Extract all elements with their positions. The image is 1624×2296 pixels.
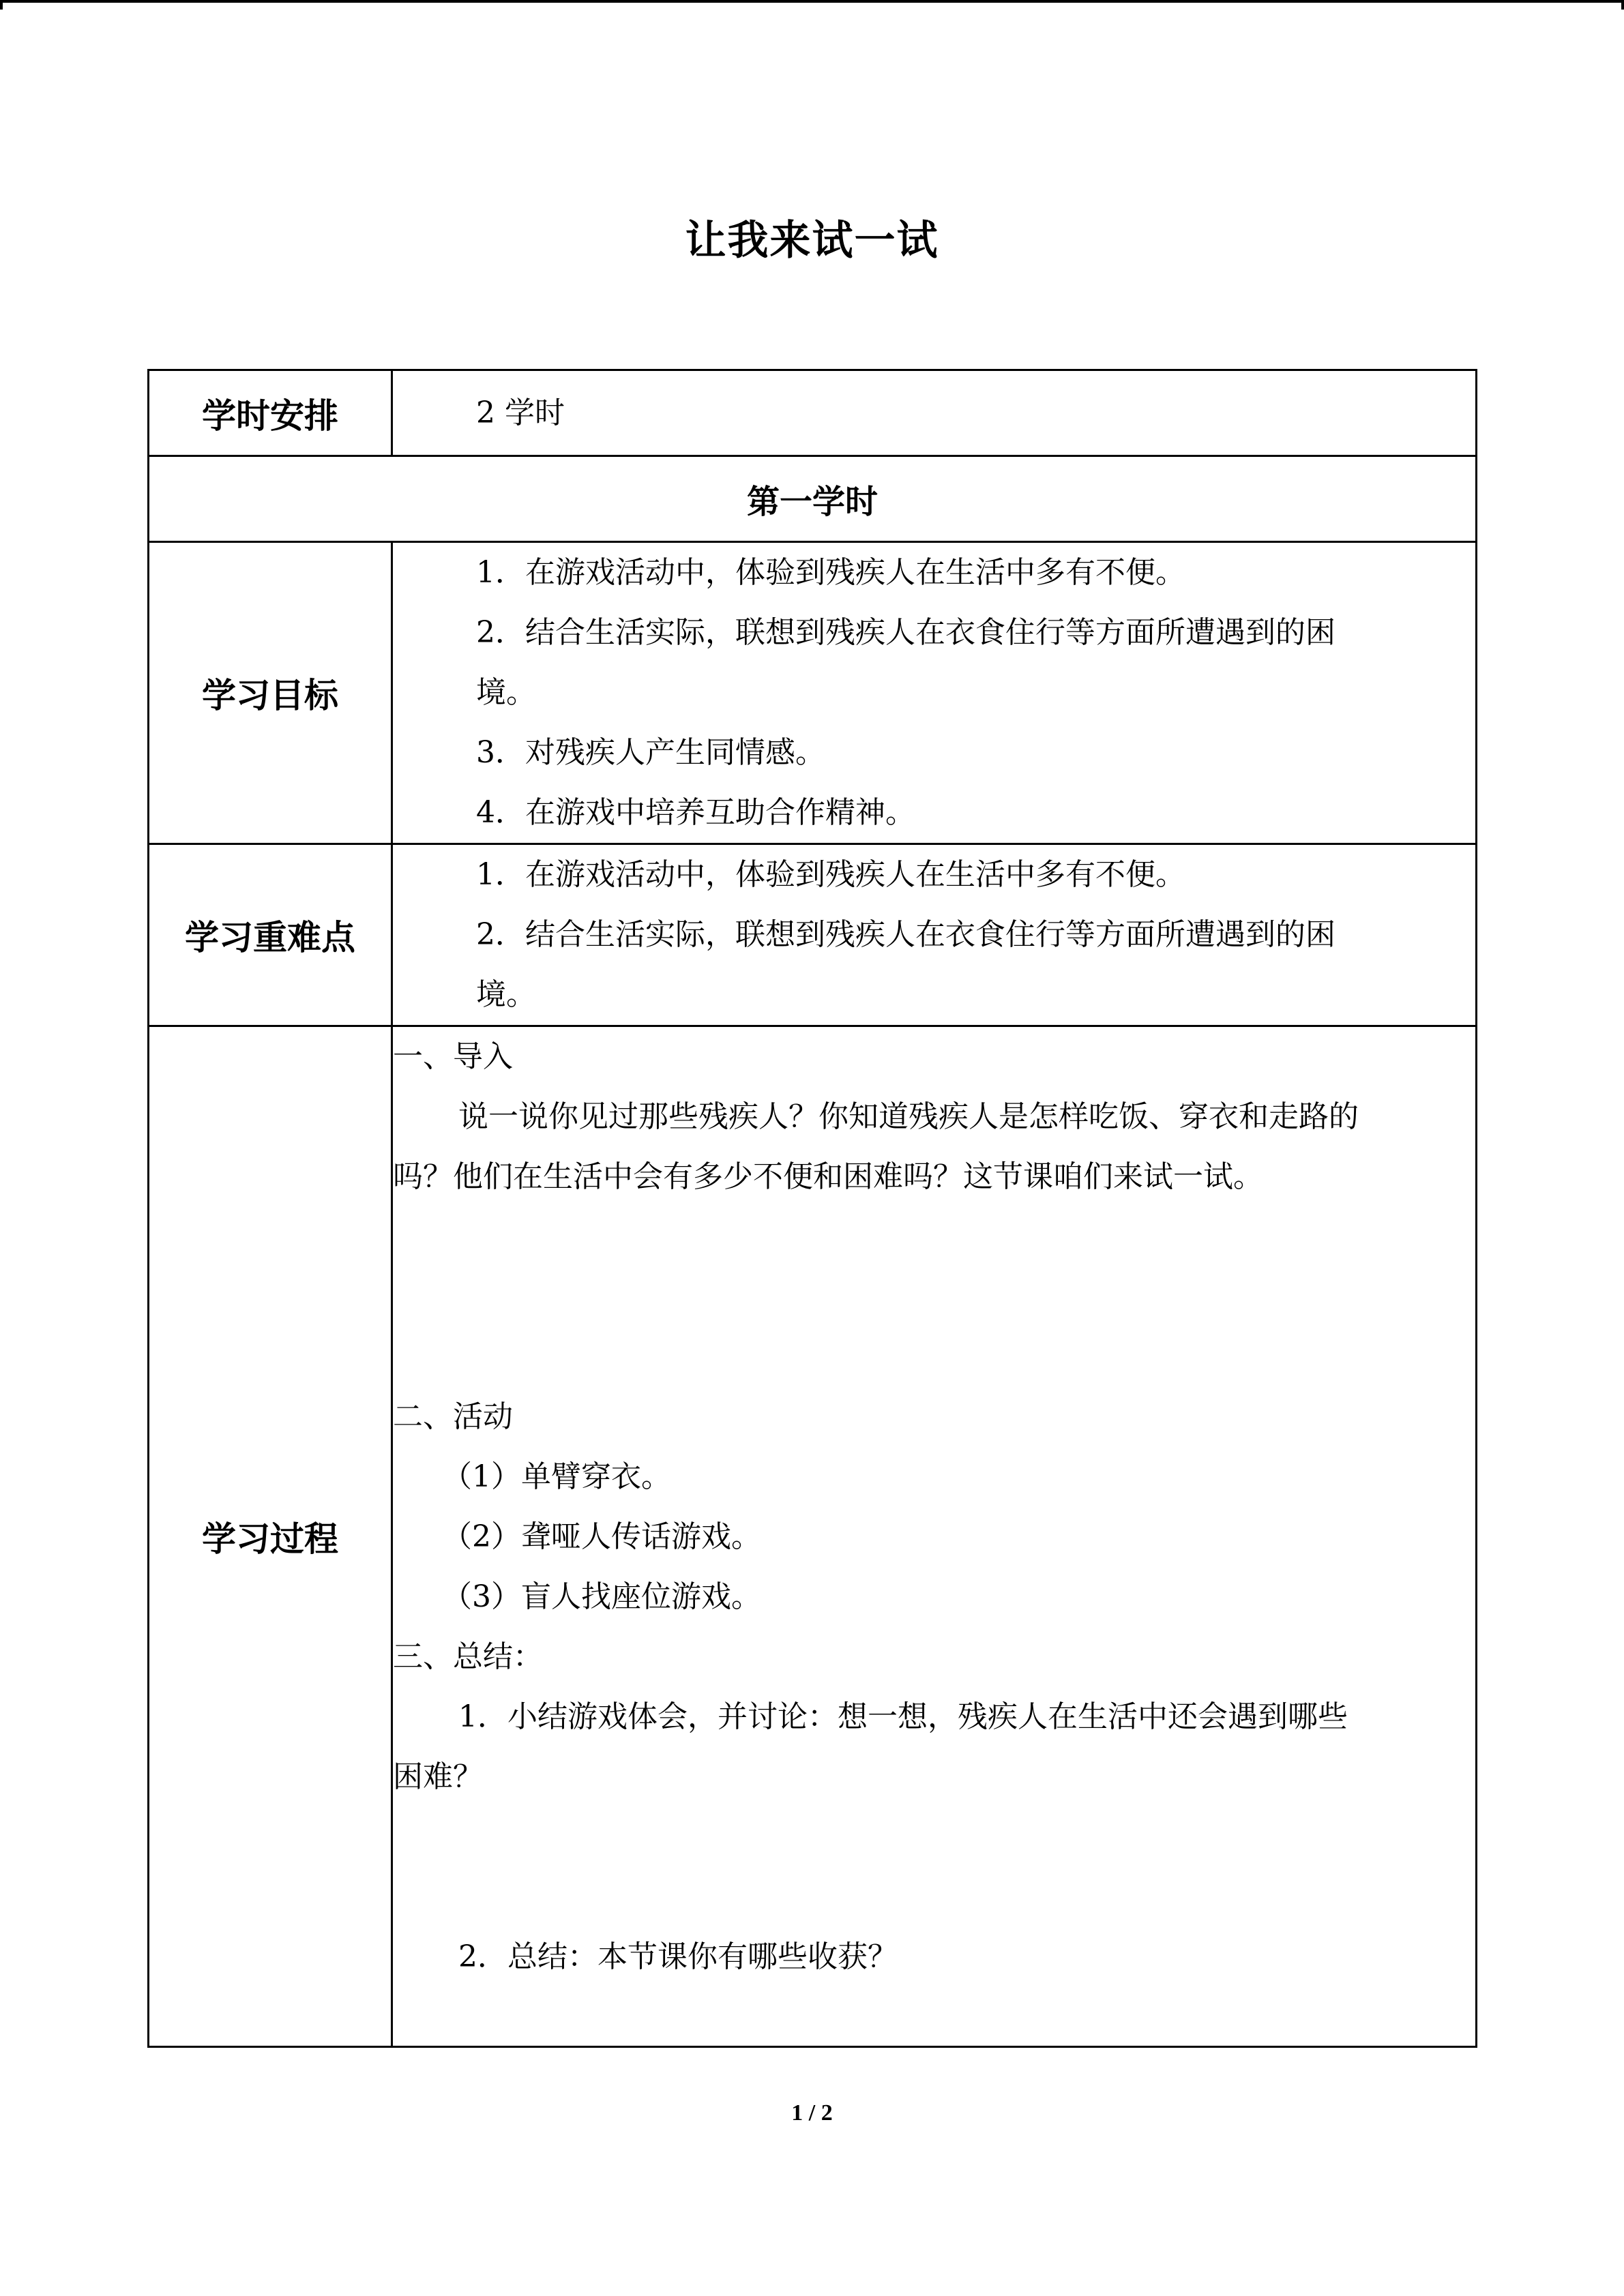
goal-item: 1．在游戏活动中，体验到残疾人在生活中多有不便。 (476, 555, 1185, 590)
corner-mark-right (1621, 0, 1624, 10)
keys-content (392, 844, 1477, 1026)
spacer (393, 1207, 1475, 1387)
keys-list (393, 845, 1475, 1025)
activity-heading: 二、活动 (393, 1399, 513, 1434)
process-content (392, 1026, 1477, 2047)
hours-value: 2 学时 (476, 395, 565, 430)
session-header: 第一学时 (149, 456, 1477, 542)
goal-item: 4．在游戏中培养互助合作精神。 (476, 795, 915, 830)
goal-item: 2．结合生活实际，联想到残疾人在衣食住行等方面所遭遇到的困 (476, 615, 1335, 650)
spacer (393, 1807, 1475, 1927)
hours-value-cell (392, 370, 1477, 456)
goals-list (393, 543, 1475, 843)
intro-text-line: 说一说你见过那些残疾人？你知道残疾人是怎样吃饭、穿衣和走路的 (458, 1099, 1359, 1134)
summary-item: 1．小结游戏体会，并讨论：想一想，残疾人在生活中还会遇到哪些 (458, 1699, 1348, 1734)
activity-item: （1）单臂穿衣。 (442, 1459, 671, 1494)
goal-item-continuation: 境。 (476, 675, 536, 710)
page-number: 1 / 2 (791, 2100, 833, 2126)
hours-label: 学时安排 (149, 370, 392, 456)
keys-label: 学习重难点 (149, 844, 392, 1026)
table-row-goals (149, 542, 1477, 844)
process-label: 学习过程 (149, 1026, 392, 2047)
corner-mark-left (0, 0, 3, 10)
summary-item: 2．总结：本节课你有哪些收获？ (458, 1939, 898, 1974)
goal-item: 3．对残疾人产生同情感。 (476, 735, 825, 770)
table-row-keys (149, 844, 1477, 1026)
goals-label: 学习目标 (149, 542, 392, 844)
lesson-plan-table (147, 369, 1477, 2048)
page-top-border (0, 0, 1624, 3)
table-row-session (149, 456, 1477, 542)
key-item: 2．结合生活实际，联想到残疾人在衣食住行等方面所遭遇到的困 (476, 917, 1335, 952)
intro-heading: 一、导入 (393, 1039, 513, 1074)
activity-item: （2）聋哑人传话游戏。 (442, 1519, 761, 1554)
summary-heading: 三、总结： (393, 1639, 543, 1674)
document-title: 让我来试一试 (685, 217, 939, 265)
activity-item: （3）盲人找座位游戏。 (442, 1579, 761, 1614)
summary-item-continuation: 困难？ (393, 1759, 483, 1794)
table-row-hours (149, 370, 1477, 456)
key-item: 1．在游戏活动中，体验到残疾人在生活中多有不便。 (476, 857, 1185, 892)
table-row-process (149, 1026, 1477, 2047)
goals-content (392, 542, 1477, 844)
key-item-continuation: 境。 (476, 977, 536, 1012)
intro-text-line: 吗？他们在生活中会有多少不便和困难吗？这节课咱们来试一试。 (393, 1159, 1263, 1194)
